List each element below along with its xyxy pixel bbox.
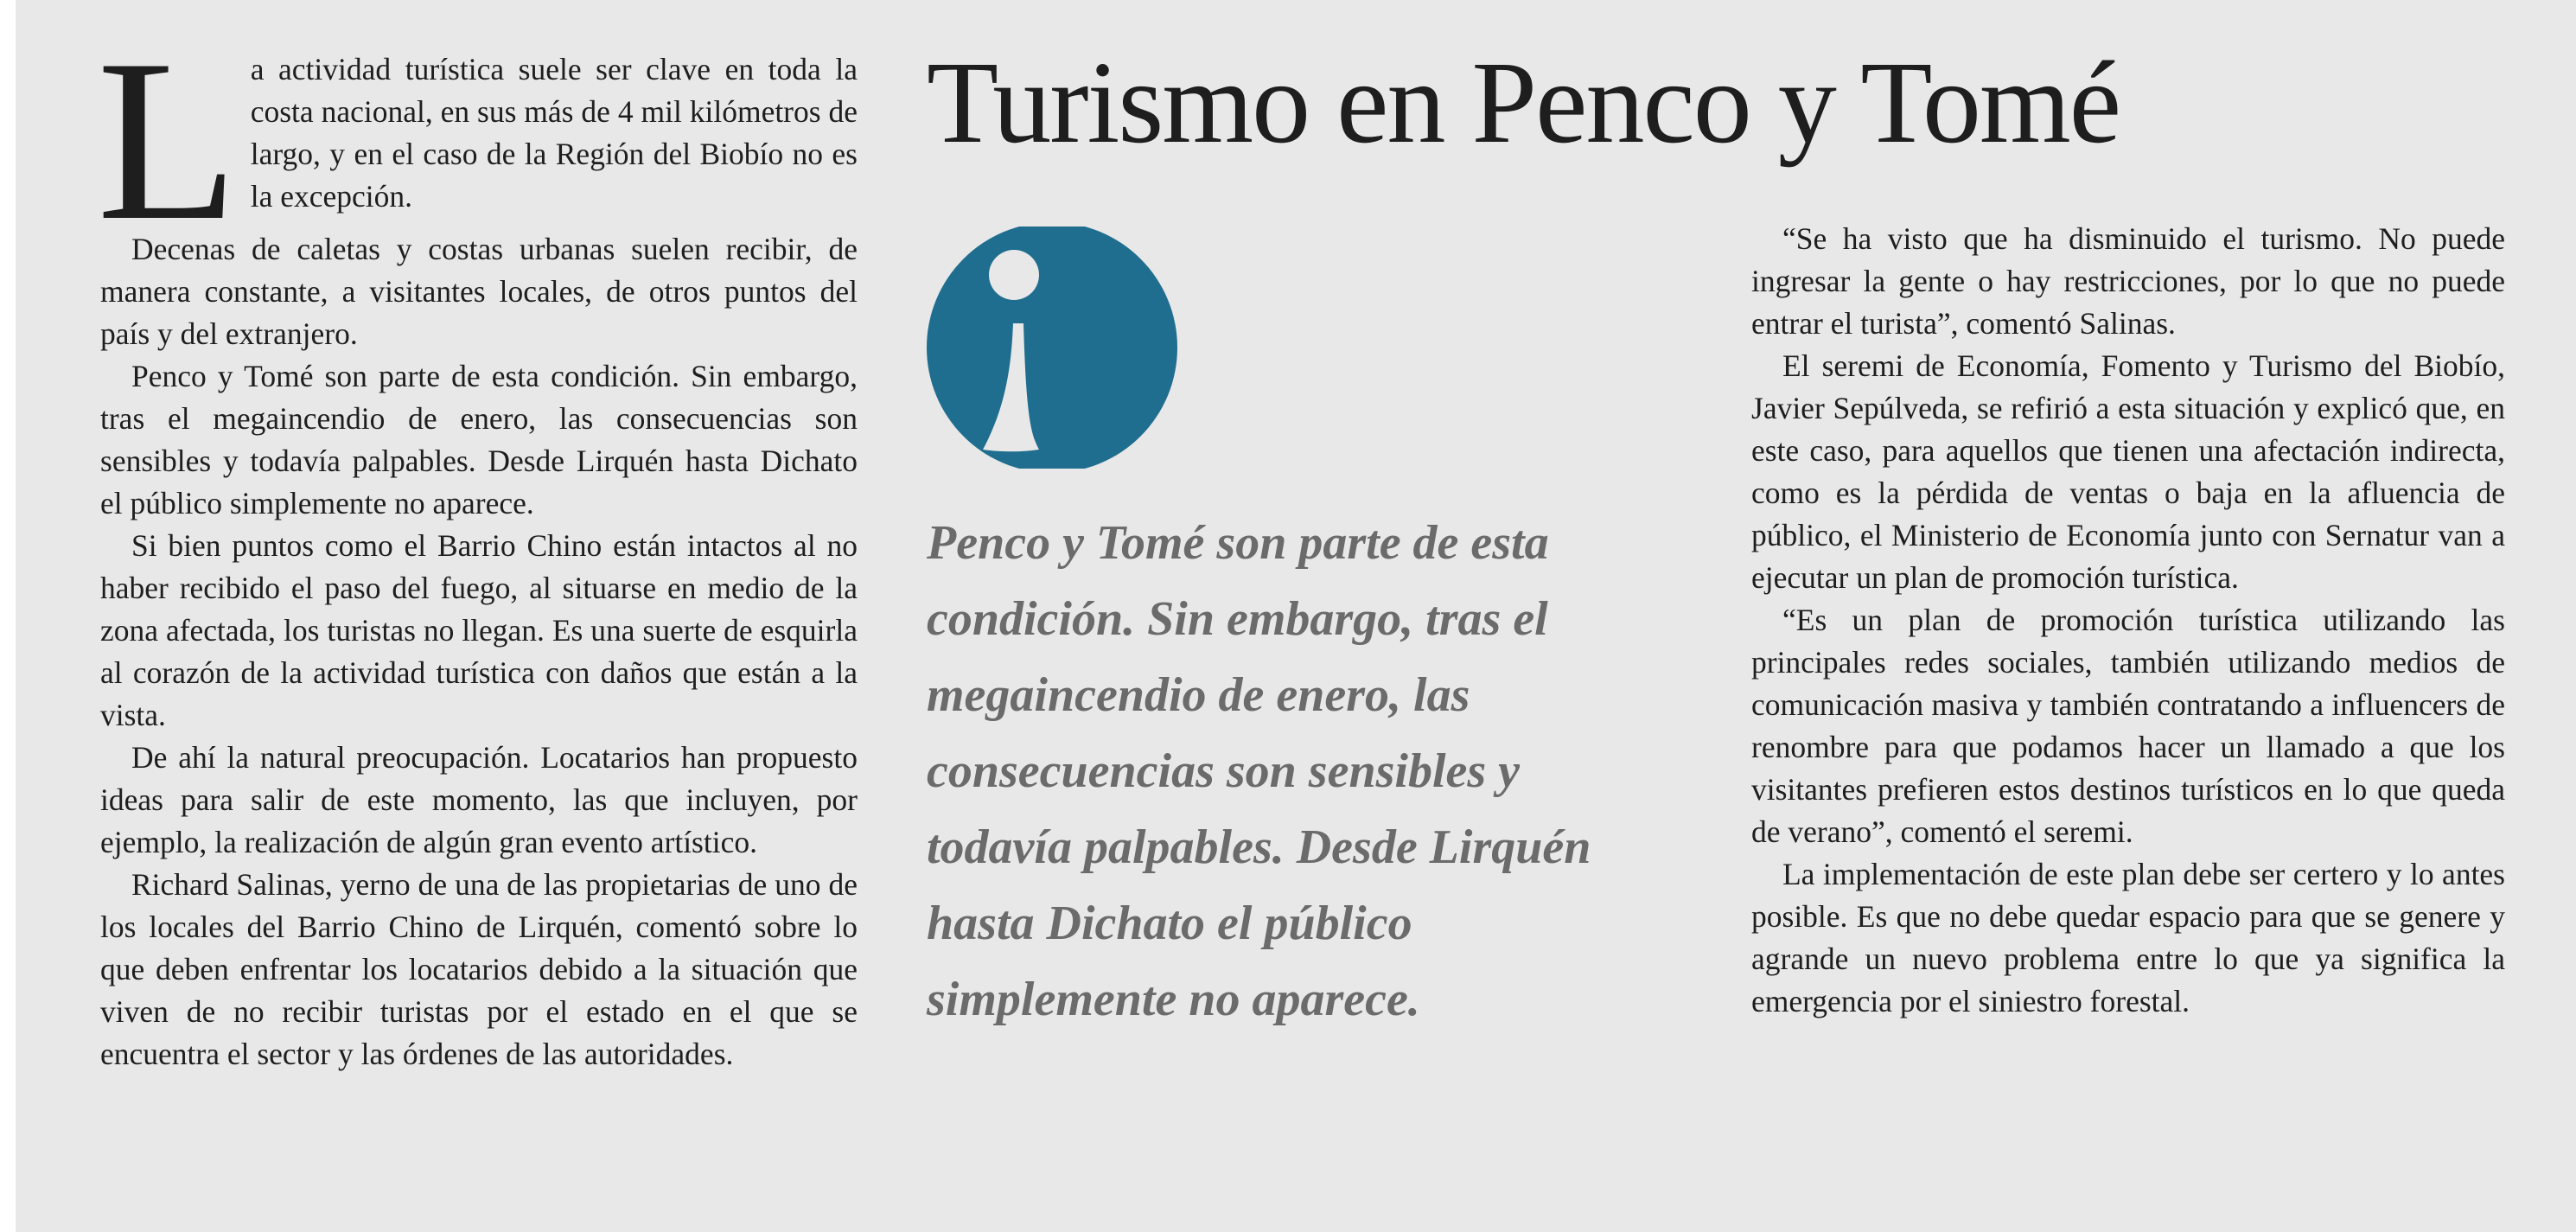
- body-paragraph: La implementación de este plan debe ser certero y lo antes posible. Es que no debe quedar espacio para que se genere y agrande un nuevo problema entre lo que ya significa la emergencia por el siniestro forestal.: [1751, 857, 2505, 1018]
- article-headline: Turismo en Penco y Tomé: [927, 38, 2120, 168]
- opening-paragraph: [97, 11, 858, 268]
- body-paragraph: Richard Salinas, yerno de una de las propietarias de uno de los locales del Barrio Chino de Lirquén, comentó sobre lo que deben enfrentar los locatarios debido a la situación que viven de no recibir turistas por el estado en el que se encuentra el sector y las órdenes de las autoridades.: [100, 867, 858, 1071]
- body-paragraph: De ahí la natural preocupación. Locatarios han propuesto ideas para salir de este momento, las que incluyen, por ejemplo, la realización de algún gran evento artístico.: [100, 740, 858, 859]
- opening-paragraph-text: a actividad turística suele ser clave en toda la costa nacional, en sus más de 4 mil kilómetros de largo, y en el caso de la Región del Biobío no es la excepción.: [250, 52, 858, 214]
- body-paragraph: Decenas de caletas y costas urbanas suelen recibir, de manera constante, a visitantes locales, de otros puntos del país y del extranjero.: [100, 232, 858, 351]
- body-paragraph: “Se ha visto que ha disminuido el turismo. No puede ingresar la gente o hay restricciones, por lo que no puede entrar el turista”, comentó Salinas.: [1751, 221, 2505, 341]
- body-paragraph: El seremi de Economía, Fomento y Turismo del Biobío, Javier Sepúlveda, se refirió a esta situación y explicó que, en este caso, para aquellos que tienen una afectación indirecta, como es la pérdida de ventas o baja en la afluencia de público, el Ministerio de Economía junto con Sernatur van a ejecutar un plan de promoción turística.: [1751, 348, 2505, 595]
- info-icon: [927, 227, 1177, 469]
- body-paragraph: Si bien puntos como el Barrio Chino están intactos al no haber recibido el paso del fuego, al situarse en medio de la zona afectada, los turistas no llegan. Es una suerte de esquirla al corazón de la actividad turística con daños que están a la vista.: [100, 528, 858, 732]
- pull-quote: Penco y Tomé son parte de esta condición. Sin embargo, tras el megaincendio de enero, las consecuencias son sensibles y todavía palpables. Desde Lirquén hasta Dichato el público simplemente no aparece.: [927, 516, 1591, 1026]
- right-column: [1751, 218, 2505, 1023]
- body-paragraph: “Es un plan de promoción turística utilizando las principales redes sociales, también utilizando medios de comunicación masiva y también contratando a influencers de renombre para que podamos hacer un llamado a que los visitantes prefieren estos destinos turísticos en lo que queda de verano”, comentó el seremi.: [1751, 603, 2505, 849]
- newspaper-page: [16, 0, 2576, 1232]
- drop-cap: L: [97, 11, 239, 268]
- body-paragraph: Penco y Tomé son parte de esta condición. Sin embargo, tras el megaincendio de enero, las consecuencias son sensibles y todavía palpables. Desde Lirquén hasta Dichato el público simplemente no aparece.: [100, 359, 858, 520]
- left-column: [97, 11, 858, 1076]
